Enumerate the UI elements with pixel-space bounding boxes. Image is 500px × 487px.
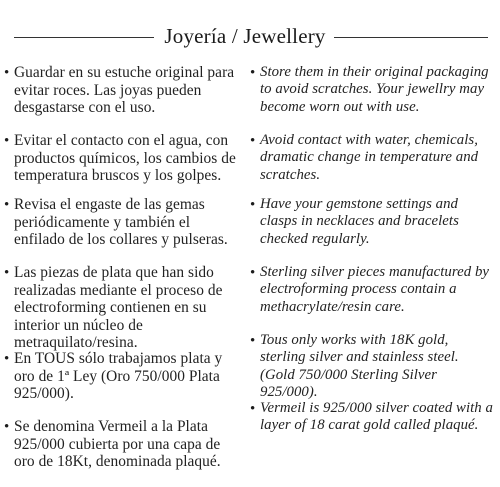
list-item bbox=[4, 196, 242, 249]
bullet-icon: • bbox=[250, 133, 256, 149]
list-item bbox=[4, 132, 242, 185]
item-text-en: Vermeil is 925/000 silver coated with a layer of 18 carat gold called plaqué. bbox=[260, 400, 493, 434]
header-rule-left bbox=[14, 37, 154, 38]
list-item bbox=[250, 264, 496, 316]
section-title: Joyería / Jewellery bbox=[164, 24, 326, 48]
list-item bbox=[250, 196, 496, 248]
list-item bbox=[4, 350, 242, 403]
item-text-es: En TOUS sólo trabajamos plata y oro de 1ª Ley (Oro 750/000 Plata 925/000). bbox=[14, 350, 223, 403]
bullet-icon: • bbox=[250, 333, 256, 349]
bullet-icon: • bbox=[4, 265, 10, 281]
bullet-icon: • bbox=[4, 65, 10, 81]
item-text-es: Evitar el contacto con el agua, con productos químicos, los cambios de temperatura bruscos y los golpes. bbox=[14, 132, 236, 185]
item-text-es: Las piezas de plata que han sido realizadas mediante el proceso de electroforming contienen en su interior un núcleo de metraquilato/resina. bbox=[14, 264, 223, 352]
item-text-es: Guardar en su estuche original para evitar roces. Las joyas pueden desgastarse con el uso. bbox=[14, 64, 235, 117]
bullet-icon: • bbox=[250, 197, 256, 213]
list-item bbox=[250, 64, 496, 116]
list-item bbox=[250, 132, 496, 184]
item-text-es: Se denomina Vermeil a la Plata 925/000 cubierta por una capa de oro de 18Kt, denominada plaqué. bbox=[14, 418, 221, 471]
item-text-en: Store them in their original packaging to avoid scratches. Your jewellry may become worn out with use. bbox=[260, 64, 489, 115]
list-item bbox=[250, 332, 496, 402]
item-text-es: Revisa el engaste de las gemas periódicamente y también el enfilado de los collares y pulseras. bbox=[14, 196, 228, 249]
list-item bbox=[4, 64, 242, 117]
bullet-icon: • bbox=[4, 197, 10, 213]
bullet-icon: • bbox=[4, 351, 10, 367]
section-header bbox=[0, 22, 500, 52]
bullet-icon: • bbox=[250, 65, 256, 81]
item-text-en: Sterling silver pieces manufactured by electroforming process contain a methacrylate/resin care. bbox=[260, 264, 490, 315]
bullet-icon: • bbox=[250, 265, 256, 281]
item-text-en: Avoid contact with water, chemicals, dramatic change in temperature and scratches. bbox=[260, 132, 479, 183]
list-item bbox=[4, 264, 242, 352]
item-text-en: Have your gemstone settings and clasps in necklaces and bracelets checked regularly. bbox=[260, 196, 459, 247]
item-text-en: Tous only works with 18K gold, sterling silver and stainless steel. (Gold 750/000 Sterling Silver 925/000). bbox=[260, 332, 459, 401]
list-item bbox=[4, 418, 242, 471]
bullet-icon: • bbox=[250, 401, 256, 417]
header-rule-right bbox=[334, 37, 488, 38]
bullet-icon: • bbox=[4, 133, 10, 149]
list-item bbox=[250, 400, 496, 435]
bullet-icon: • bbox=[4, 419, 10, 435]
